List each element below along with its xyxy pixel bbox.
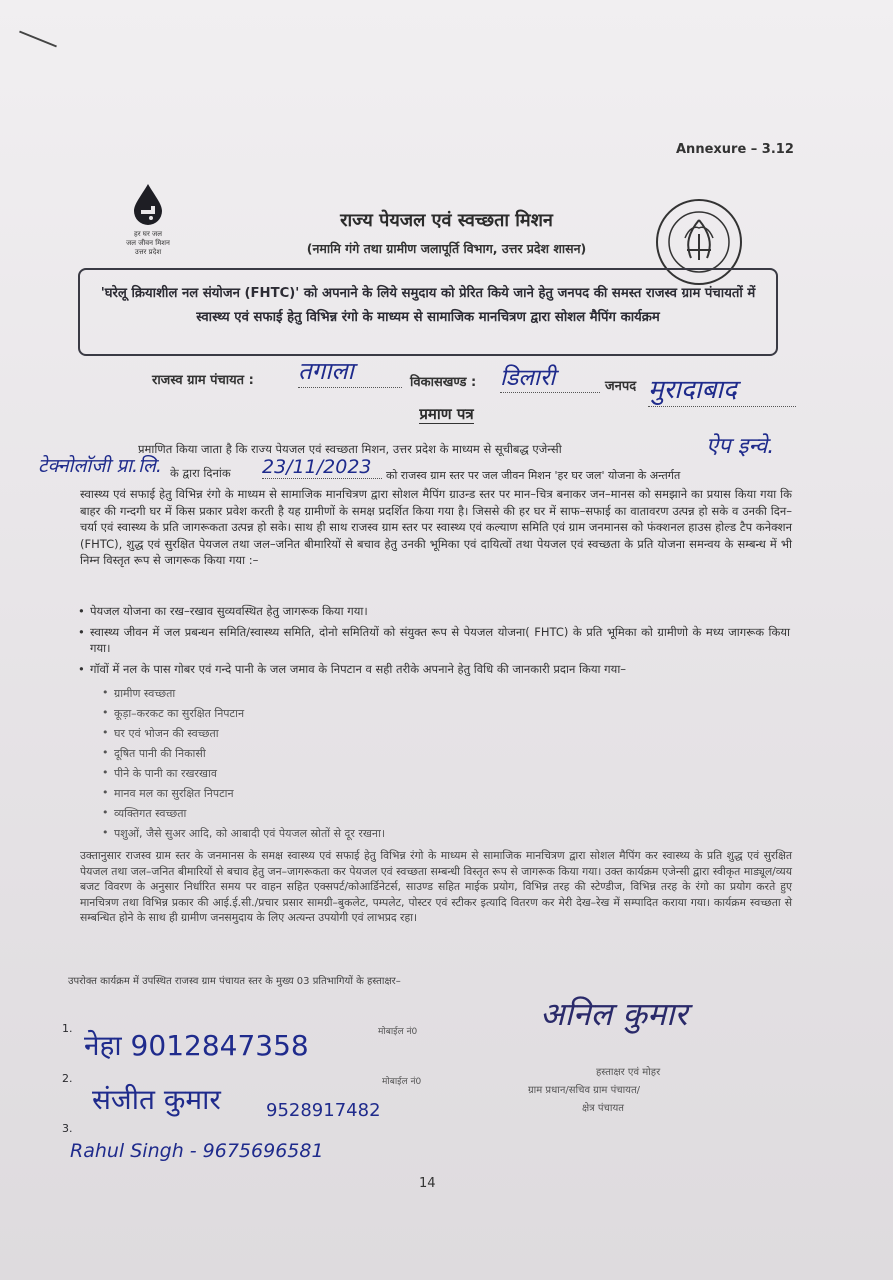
cert-line-2a: के द्वारा दिनांक [170,466,231,480]
gram-panchayat-label: राजस्व ग्राम पंचायत : [152,373,254,388]
cert-line-2b: को राजस्व ग्राम स्तर पर जल जीवन मिशन 'हर घर जल' योजना के अन्तर्गत [386,469,681,482]
sub-bullet-item: • मानव मल का सुरक्षित निपटान [102,786,385,806]
bullet-item: • गॉवों में नल के पास गोबर एवं गन्दे पानी के जल जमाव के निपटान व सही तरीके अपनाने हेतु विधि की जानकारी प्रदान किया गया– [78,661,790,678]
logo-caption-1: हर घर जल [134,230,162,238]
certificate-title [0,404,893,424]
participant-number: 2. [62,1072,73,1085]
mission-title: राज्य पेयजल एवं स्वच्छता मिशन [340,210,553,231]
mission-subtitle: (नमामि गंगे तथा ग्रामीण जलापूर्ति विभाग, उत्तर प्रदेश शासन) [306,241,587,256]
logo-caption-2: जल जीवन मिशन [126,239,170,247]
mobile-label: मोबाईल नं0 [382,1077,422,1087]
sub-bullet-item: • व्यक्तिगत स्वच्छता [102,806,385,826]
district-value: मुरादाबाद [648,370,796,407]
agency-name-handwritten: ऐप इन्वे. [706,434,775,459]
participants-note: उपरोक्त कार्यक्रम में उपस्थित राजस्व ग्राम पंचायत स्तर के मुख्य 03 प्रतिभागियों के हस्ताक्षर– [68,976,401,987]
official-signature: अनिल कुमार [540,995,688,1033]
gram-panchayat-value: तगाला [298,354,402,388]
block-value: डिलारी [500,360,600,393]
signature-caption-2: ग्राम प्रधान/सचिव ग्राम पंचायत/ [528,1085,641,1096]
sub-bullet-item: • ग्रामीण स्वच्छता [102,686,385,706]
cert-paragraph: स्वास्थ्य एवं सफाई हेतु विभिन्न रंगो के माध्यम से सामाजिक मानचित्रण द्वारा सोशल मैपिंग ग्राउन्ड स्तर पर मान–चित्र बनाकर जन–मानस को समझाने का प्रयास किया गया कि बाहर की गन्दगी घर में किस प्रकार प्रवेश करती है यह ग्रामीणों के समक्ष प्रदर्शित किया गया है। जिससे की हर घर में साफ–सफाई का वातावरण उत्पन्न हो सके व उनकी दिन–चर्या एवं स्वास्थ्य के प्रति जागरूकता उत्पन्न हो सके। साथ ही साथ राजस्व ग्राम स्तर पर स्वास्थ्य एवं कल्याण समिति एवं ग्राम जनमानस को फंक्शनल हाउस होल्ड टैप कनेक्शन (FHTC), शुद्ध एवं सुरक्षित पेयजल तथा जल–जनित बीमारियों से बचाव हेतु उनकी भूमिका एवं दायित्वों तथा पेयजल एवं स्वच्छता के प्रति योजना समन्वय के सम्बन्ध में भी निम्न विस्तृत रूप से जागरूक किया गया :– [80,487,792,567]
participant-entry: नेहा 9012847358 [84,1029,309,1062]
annexure-label: Annexure – 3.12 [676,142,794,157]
sub-bullet-item: • कूड़ा–करकट का सुरक्षित निपटान [102,706,385,726]
closing-paragraph: उक्तानुसार राजस्व ग्राम स्तर के जनमानस के समक्ष स्वास्थ्य एवं सफाई हेतु विभिन्न रंगो के माध्यम से सामाजिक मानचित्रण द्वारा सोशल मैपिंग कर स्वास्थ्य के प्रति शुद्ध एवं सुरक्षित पेयजल तथा जल–जनित बीमारियों से बचाव हेतु जन–जागरूकता कर पेयजल एवं स्वच्छता सम्बन्धी विस्तृत रूप से जागरूक किया गया। उक्त कार्यक्रम एजेन्सी द्वारा स्वीकृत माड्यूल/व्यय बजट विवरण के अनुसार निर्धारित समय पर वाहन सहित एक्सपर्ट/कोआर्डिनेटर्स, साउण्ड सहित माईक प्रयोग, विभिन्न तरह की स्टेण्डीज, विभिन्न तरह के रंगो का प्रयोग करते हुए मानचित्रण तथा विभिन्न प्रकार की आई.ई.सी./प्रचार प्रसार सामग्री–बुकलेट, पम्पलेट, पोस्टर एवं स्टीकर इत्यादि वितरण कर मेरी देख–रेख में सम्पादित कराया गया। कार्यक्रम स्वच्छता से सम्बन्धित होने के साथ ही ग्रामीण जनसमुदाय के लिए अत्यन्त उपयोगी एवं लाभप्रद रहा। [80,849,792,924]
sub-bullet-item: • पीने के पानी का रखरखाव [102,766,385,786]
signature-caption-3: क्षेत्र पंचायत [582,1103,624,1114]
sub-bullet-item: • दूषित पानी की निकासी [102,746,385,766]
hygiene-sub-list [102,686,385,846]
block-label: विकासखण्ड : [410,375,477,390]
programme-title-text: 'घरेलू क्रियाशील नल संयोजन (FHTC)' को अपनाने के लिये समुदाय को प्रेरित किये जाने हेतु जनपद की समस्त राजस्व ग्राम पंचायतों में स्वास्थ्य एवं सफाई हेतु विभिन्न रंगो के माध्यम से सामाजिक मानचित्रण द्वारा सोशल मैपिंग कार्यक्रम [100,286,756,325]
logo-caption-3: उत्तर प्रदेश [134,248,162,256]
cert-line-1: प्रमाणित किया जाता है कि राज्य पेयजल एवं स्वच्छता मिशन, उत्तर प्रदेश के माध्यम से सूचीबद्ध एजेन्सी [138,442,562,456]
participant-entry: Rahul Singh - 9675696581 [70,1140,324,1162]
sub-bullet-item: • घर एवं भोजन की स्वच्छता [102,726,385,746]
agency-name-handwritten-2: टेक्नोलॉजी प्रा.लि. [38,455,162,477]
participant-entry: संजीत कुमार [92,1083,221,1116]
bullet-item: • पेयजल योजना का रख–रखाव सुव्यवस्थित हेतु जागरूक किया गया। [78,603,790,620]
participant-number: 3. [62,1122,73,1135]
awareness-bullet-list [78,603,790,677]
certificate-title-text: प्रमाण पत्र [419,405,474,423]
mobile-label: मोबाईल नं0 [378,1027,418,1037]
district-label: जनपद [605,379,637,394]
pen-mark [19,31,57,48]
page-number: 14 [419,1176,436,1191]
signature-caption-1: हस्ताक्षर एवं मोहर [596,1067,661,1078]
participant-number: 1. [62,1022,73,1035]
participant-mobile: 9528917482 [266,1100,381,1121]
programme-title-box [78,268,778,356]
bullet-item: • स्वास्थ्य जीवन में जल प्रबन्धन समिति/स्वास्थ्य समिति, दोनो समितियों को संयुक्त रूप से पेयजल योजना( FHTC) के प्रति भूमिका को ग्रामीणो के मध्य जागरूक किया गया। [78,624,790,657]
program-date-handwritten: 23/11/2023 [262,456,382,479]
sub-bullet-item: • पशुओं, जैसे सुअर आदि, को आबादी एवं पेयजल स्रोतों से दूर रखना। [102,826,385,846]
